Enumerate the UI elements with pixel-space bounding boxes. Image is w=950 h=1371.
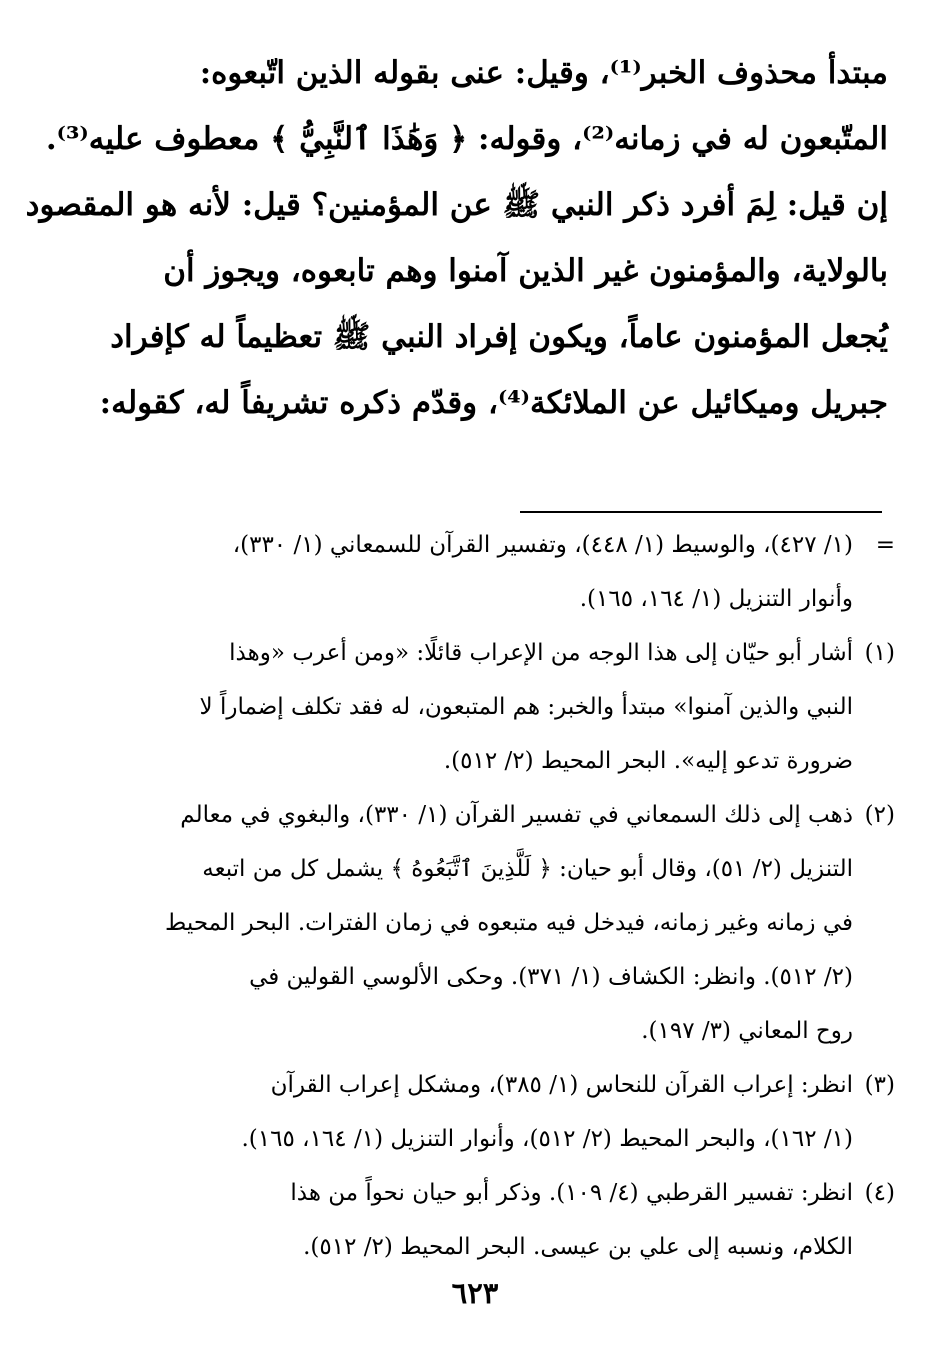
footnote-line: (٢/ ٥١٢). وانظر: الكشاف (١/ ٣٧١). وحكى الألوسي القولين في [249, 964, 853, 990]
main-text-line: يُجعل المؤمنون عاماً، ويكون إفراد النبي ﷺ تعظيماً له كإفراد [110, 319, 888, 355]
footnote-3 [55, 1058, 895, 1166]
footnote-1 [55, 626, 895, 788]
footnote-line: في زمانه وغير زمانه، فيدخل فيه متبعوه في زمان الفترات. البحر المحيط [165, 910, 853, 936]
footnote-line: ضرورة تدعو إليه». البحر المحيط (٢/ ٥١٢). [443, 748, 853, 774]
footnote-text [55, 518, 853, 626]
footnote-line: أشار أبو حيّان إلى هذا الوجه من الإعراب قائلًا: «ومن أعرب «وهذا [229, 640, 853, 666]
footnote-separator [520, 511, 882, 513]
footnote-marker: (٤) [864, 1180, 895, 1206]
main-text-line: إن قيل: لِمَ أفرد ذكر النبي ﷺ عن المؤمنين؟ قيل: لأنه هو المقصود [25, 187, 888, 223]
footnote-line: (١/ ١٦٢)، والبحر المحيط (٢/ ٥١٢)، وأنوار التنزيل (١/ ١٦٤، ١٦٥). [241, 1126, 853, 1152]
main-text-line: مبتدأ محذوف الخبر⁽¹⁾، وقيل: عنى بقوله الذين اتّبعوه: [199, 55, 888, 91]
footnote-continuation [55, 518, 895, 626]
footnote-marker: = [875, 532, 895, 558]
footnote-line: الكلام، ونسبه إلى علي بن عيسى. البحر المحيط (٢/ ٥١٢). [303, 1234, 853, 1260]
main-text-line: المتّبعون له في زمانه⁽²⁾، وقوله: ﴿ وَهَٰذَا ٱلنَّبِيُّ ﴾ معطوف عليه⁽³⁾. [45, 121, 888, 157]
footnote-text [55, 626, 853, 788]
footnote-4 [55, 1166, 895, 1274]
main-text-line: جبريل وميكائيل عن الملائكة⁽⁴⁾، وقدّم ذكره تشريفاً له، كقوله: [99, 385, 888, 421]
main-text-block [25, 40, 888, 436]
footnote-text [55, 1166, 853, 1274]
footnote-2 [55, 788, 895, 1058]
footnote-line: النبي والذين آمنوا» مبتدأ والخبر: هم المتبعون، له فقد تكلف إضماراً لا [199, 694, 853, 720]
footnote-line: روح المعاني (٣/ ١٩٧). [641, 1018, 853, 1044]
footnote-line: (١/ ٤٢٧)، والوسيط (١/ ٤٤٨)، وتفسير القرآن للسمعاني (١/ ٣٣٠)، [232, 532, 853, 558]
footnote-marker: (٢) [864, 802, 895, 828]
footnote-line: التنزيل (٢/ ٥١)، وقال أبو حيان: ﴿ لَلَّذِينَ ٱتَّبَعُوهُ ﴾ يشمل كل من اتبعه [202, 856, 853, 882]
footnotes-section [55, 518, 895, 1274]
page-number: ٦٢٣ [451, 1276, 499, 1310]
footnote-marker: (٣) [864, 1072, 895, 1098]
footnote-line: وأنوار التنزيل (١/ ١٦٤، ١٦٥). [579, 586, 853, 612]
footnote-line: ذهب إلى ذلك السمعاني في تفسير القرآن (١/ ٣٣٠)، والبغوي في معالم [180, 802, 853, 828]
footnote-line: انظر: تفسير القرطبي (٤/ ١٠٩). وذكر أبو حيان نحواً من هذا [290, 1180, 853, 1206]
footnote-marker: (١) [864, 640, 895, 666]
footnote-text [55, 1058, 853, 1166]
footnote-text [55, 788, 853, 1058]
main-text-line: بالولاية، والمؤمنون غير الذين آمنوا وهم تابعوه، ويجوز أن [163, 253, 888, 289]
footnote-line: انظر: إعراب القرآن للنحاس (١/ ٣٨٥)، ومشكل إعراب القرآن [270, 1072, 853, 1098]
